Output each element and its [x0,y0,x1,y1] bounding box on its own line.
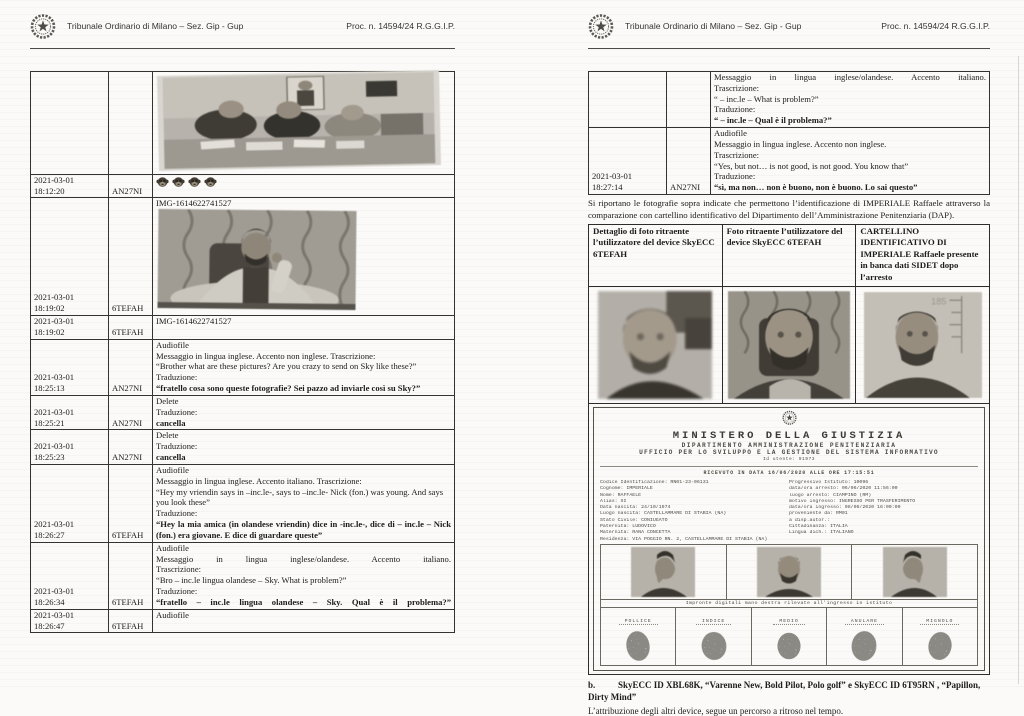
cell-pin: 6TEFAH [109,198,153,316]
cell-date [589,128,667,195]
dap-field: Progressivo Istituto: 10096 [789,480,869,486]
message-line: Messaggio in lingua inglese. Accento non inglese. [714,138,887,149]
message-line: IMG-1614622741527 [156,316,232,327]
fingerprint-cell [676,608,751,665]
message-line: cancella [156,417,186,428]
message-line: Traduzione: [714,171,756,182]
date-value: 2021-03-01 [34,316,75,327]
fingerprint-label: INDICE [696,619,731,625]
message-line: Traduzione: [156,372,198,383]
fingerprint-row [600,608,978,666]
identification-intro: Si riportano le fotografie sopra indicate che permettono l’identificazione di IMPERIALE Raffaele attraverso la comparazione con cartellino identificativo del Dipartimento dell’Amministrazione Penitenziaria (DAP). [588,198,990,220]
fingerprint-label: MEDIO [773,619,804,625]
cell-date [31,339,109,395]
portrait-photo-detail [598,291,712,399]
cell-pin [667,72,711,128]
message-line: Audiofile [156,542,189,553]
proc-number: Proc. n. 14594/24 R.G.G.I.P. [346,21,455,31]
message-line: Traduzione: [156,586,198,597]
table-row [31,174,455,198]
cell-content [153,174,455,198]
portrait-cell [722,287,856,404]
fingerprint-caption: Impronte digitali mano destra rilevate all'ingresso in istituto [600,600,978,608]
date-value: 2021-03-01 [34,519,75,530]
table-row [31,198,455,316]
dap-department: DIPARTIMENTO AMMINISTRAZIONE PENITENZIARIA [681,442,897,450]
dap-mugshot-front [727,545,853,599]
dap-fields-right [789,480,978,536]
fingerprint-label: POLLICE [619,619,658,625]
dap-header [600,410,978,462]
dap-card-cell [589,404,990,675]
dap-received-line: RICEVUTO IN DATA 16/06/2020 ALLE ORE 17:15:51 [600,466,978,476]
footer-note: L’attribuzione degli altri device, segue un percorso a ritroso nel tempo. [588,705,844,716]
message-line: “ – inc.le – Qual è il problema?” [714,115,832,126]
cell-date [31,542,109,609]
col-header-detail: Dettaglio di foto ritraente l’utilizzatore del device SkyECC 6TEFAH [589,224,723,286]
footer-item-b [588,680,990,703]
time-value: 18:27:14 [592,182,623,193]
monkey-emoji-icon [204,176,217,188]
fingerprint-cell [601,608,676,665]
dap-field: a disp.autor.: [789,517,831,523]
time-value: 18:26:34 [34,596,65,607]
message-line: “Bro – inc.le lingua olandese – Sky. What is problem?” [156,575,347,586]
dap-field: motivo ingresso: INGRESSO PER TRASFERIMENTO [789,498,916,504]
fingerprint-icon [847,627,881,665]
dap-field: Cittadinanza: ITALIA [789,523,848,529]
dap-field: Alias: SI [600,498,627,504]
date-value: 2021-03-01 [592,171,633,182]
dap-field: data/ora arresto: 06/06/2020 11:56:00 [789,486,898,492]
date-value: 2021-03-01 [34,609,75,620]
portrait-cell [589,287,723,404]
proc-number: Proc. n. 14594/24 R.G.G.I.P. [881,21,990,31]
table-row [31,72,455,175]
cell-content [153,430,455,464]
dap-field: data/ora ingresso: 08/06/2020 16:00:00 [789,505,901,511]
time-value: 18:25:21 [34,417,65,428]
table-row [589,404,990,675]
message-line: Audiofile [156,339,189,350]
chat-table-left [30,71,455,633]
monkey-emoji-icon [188,176,201,188]
fingerprint-cell [903,608,977,665]
scan-edge-line [1018,56,1019,684]
cell-pin: AN27NI [109,395,153,429]
cell-pin [109,72,153,175]
monkey-emoji-icon [172,176,185,188]
dap-field: Codice Identificazione: RN01-23-06131 [600,480,709,486]
message-line: cancella [156,452,186,463]
table-row [31,542,455,609]
time-value: 18:19:02 [34,303,65,314]
item-marker: b. [588,680,596,691]
identification-table [588,224,990,676]
fingerprint-icon [697,627,731,665]
cell-pin: 6TEFAH [109,464,153,542]
page-header [30,13,455,49]
message-line: “fratello cosa sono queste fotografie? Sei pazzo ad inviarle così su Sky?” [156,383,421,394]
cell-date [31,316,109,340]
cell-content [153,395,455,429]
message-line: Audiofile [156,609,189,620]
photo-filename: IMG-1614622741527 [156,198,232,209]
court-title: Tribunale Ordinario di Milano – Sez. Gip - Gup [625,21,802,31]
dap-field: Luogo nascita: CASTELLAMMARE DI STABIA (NA) [600,511,727,517]
table-row [31,609,455,633]
fingerprint-label: ANULARE [845,619,884,625]
table-row [31,339,455,395]
monkey-emoji-row [156,175,451,189]
message-line: Trascrizione: [156,564,202,575]
time-value: 18:19:02 [34,326,65,337]
dap-address-line: Residenza: VIA POGGIO RN. 2, CASTELLAMMARE DI STABIA (NA) [600,537,768,543]
time-value: 18:25:13 [34,383,65,394]
monkey-emoji-icon [156,176,169,188]
table-row [589,287,990,404]
cell-pin: 6TEFAH [109,316,153,340]
dap-identification-card [593,407,985,671]
cell-pin: AN27NI [109,174,153,198]
message-line: Traduzione: [156,406,198,417]
fingerprint-icon [772,627,806,665]
cell-date [31,430,109,464]
cell-date [31,72,109,175]
date-value: 2021-03-01 [34,441,75,452]
portrait-photo-full [728,291,850,399]
time-value: 18:12:20 [34,185,65,196]
table-row [31,464,455,542]
man-photo [156,209,451,314]
cell-content [711,128,990,195]
table-row [589,224,990,286]
page-header [588,13,990,49]
cell-pin: AN27NI [109,430,153,464]
col-header-cartellino: CARTELLINO IDENTIFICATIVO DI IMPERIALE Raffaele presente in banca dati SIDET dopo l’arresto [856,224,990,286]
message-line: Messaggio in lingua inglese/olandese. Accento italiano. [156,553,451,564]
message-line: Traduzione: [156,508,198,519]
message-line: Trascrizione: [714,149,760,160]
message-line: Trascrizione: [714,82,760,93]
message-line: “fratello – inc.le lingua olandese – Sky. Qual è il problema?” [156,596,451,607]
fingerprint-cell [827,608,902,665]
dap-office: UFFICIO PER LO SVILUPPO E LA GESTIONE DEL SISTEMA INFORMATIVO [639,449,939,457]
portrait-cell [856,287,990,404]
date-value: 2021-03-01 [34,586,75,597]
date-value: 2021-03-01 [34,292,75,303]
group-photo [156,72,451,173]
dap-ministry-title: MINISTERO DELLA GIUSTIZIA [672,430,906,443]
message-line: “Yes, but not… is not good, is not good. You know that” [714,160,909,171]
dap-field: Paternità: LUDOVICO [600,523,656,529]
dap-mugshot-left-profile [601,545,727,599]
message-line: Delete [156,395,179,406]
dap-field: Cognome: IMPERIALE [600,486,653,492]
dap-field: proveniente da: RM01 [789,511,848,517]
date-value: 2021-03-01 [34,174,75,185]
message-line: Delete [156,430,179,441]
dap-fields-left [600,480,789,536]
italy-emblem-icon [30,13,56,39]
mugshot-scale-label: 185 [930,296,947,307]
fingerprint-label: MIGNOLO [920,619,959,625]
message-line: Messaggio in lingua inglese. Accento italiano. Trascrizione: [156,475,362,486]
cell-date [31,395,109,429]
cell-date [31,174,109,198]
court-title: Tribunale Ordinario di Milano – Sez. Gip - Gup [67,21,244,31]
cell-date [31,198,109,316]
message-line: Traduzione: [714,104,756,115]
message-line: “Hey my vriendin says in –inc.le-, says to –inc.le- Nick (fon.) was young. And says you look these” [156,486,444,508]
dap-mugshot-row [600,544,978,600]
page-right [512,0,1024,716]
dap-user-id: Id utente: 91973 [762,457,816,463]
cell-content [153,72,455,175]
cell-content [153,339,455,395]
date-value: 2021-03-01 [34,372,75,383]
dap-fields [600,480,978,536]
italy-emblem-icon [782,410,797,425]
item-text: SkyECC ID XBL68K, “Varenne New, Bold Pilot, Polo golf” e SkyECC ID 6T95RN , “Papillon, Dirty Mind” [588,680,981,703]
dap-field: Maternità: RANA CONCETTA [600,530,671,536]
cell-date [31,464,109,542]
message-line: “sì, ma non… non è buono, non è buono. Lo sai questo” [714,182,918,193]
time-value: 18:26:47 [34,620,65,631]
cell-content [153,464,455,542]
message-line: Traduzione: [156,441,198,452]
italy-emblem-icon [588,13,614,39]
dap-field: luogo arresto: CIAMPINO (RM) [789,492,872,498]
time-value: 18:26:27 [34,529,65,540]
cell-pin: AN27NI [109,339,153,395]
cell-date [589,72,667,128]
mugshot-photo [864,291,982,399]
fingerprint-cell [752,608,827,665]
cell-content [153,198,455,316]
page-left [0,0,512,692]
message-line: Messaggio in lingua inglese/olandese. Accento italiano. [714,72,986,82]
time-value: 18:25:23 [34,452,65,463]
cell-pin: 6TEFAH [109,542,153,609]
col-header-photo: Foto ritraente l’utilizzatore del device SkyECC 6TEFAH [722,224,856,286]
dap-field: Data nascita: 24/10/1974 [600,505,671,511]
message-line: Audiofile [156,464,189,475]
table-row [31,395,455,429]
table-row [31,316,455,340]
dap-mugshot-right-profile [852,545,977,599]
table-row [31,430,455,464]
cell-content [153,609,455,633]
fingerprint-icon [923,627,957,665]
message-line: “Brother what are these pictures? Are you crazy to send on Sky like these?” [156,361,417,372]
chat-table-right [588,71,990,195]
message-line: Audiofile [714,128,747,139]
cell-content [153,542,455,609]
message-line: “Hey la mia amica (in olandese vriendin) dice in -inc.le-, dice di – inc.le – Nick (fon.) era giovane. E dice di guardare queste” [156,519,451,540]
message-line: “ – inc.le – What is problem?” [714,93,819,104]
cell-pin: AN27NI [667,128,711,195]
dap-field: Nome: RAFFAELE [600,492,642,498]
table-row [589,128,990,195]
message-line: Messaggio in lingua inglese. Accento non inglese. Trascrizione: [156,350,376,361]
cell-content [153,316,455,340]
dap-field: Lingua dich.: ITALIANO [789,530,854,536]
cell-content [711,72,990,128]
cell-date [31,609,109,633]
dap-field: Stato Civile: CONIUGATO [600,517,668,523]
fingerprint-icon [621,627,655,665]
table-row [589,72,990,128]
cell-pin: 6TEFAH [109,609,153,633]
date-value: 2021-03-01 [34,406,75,417]
